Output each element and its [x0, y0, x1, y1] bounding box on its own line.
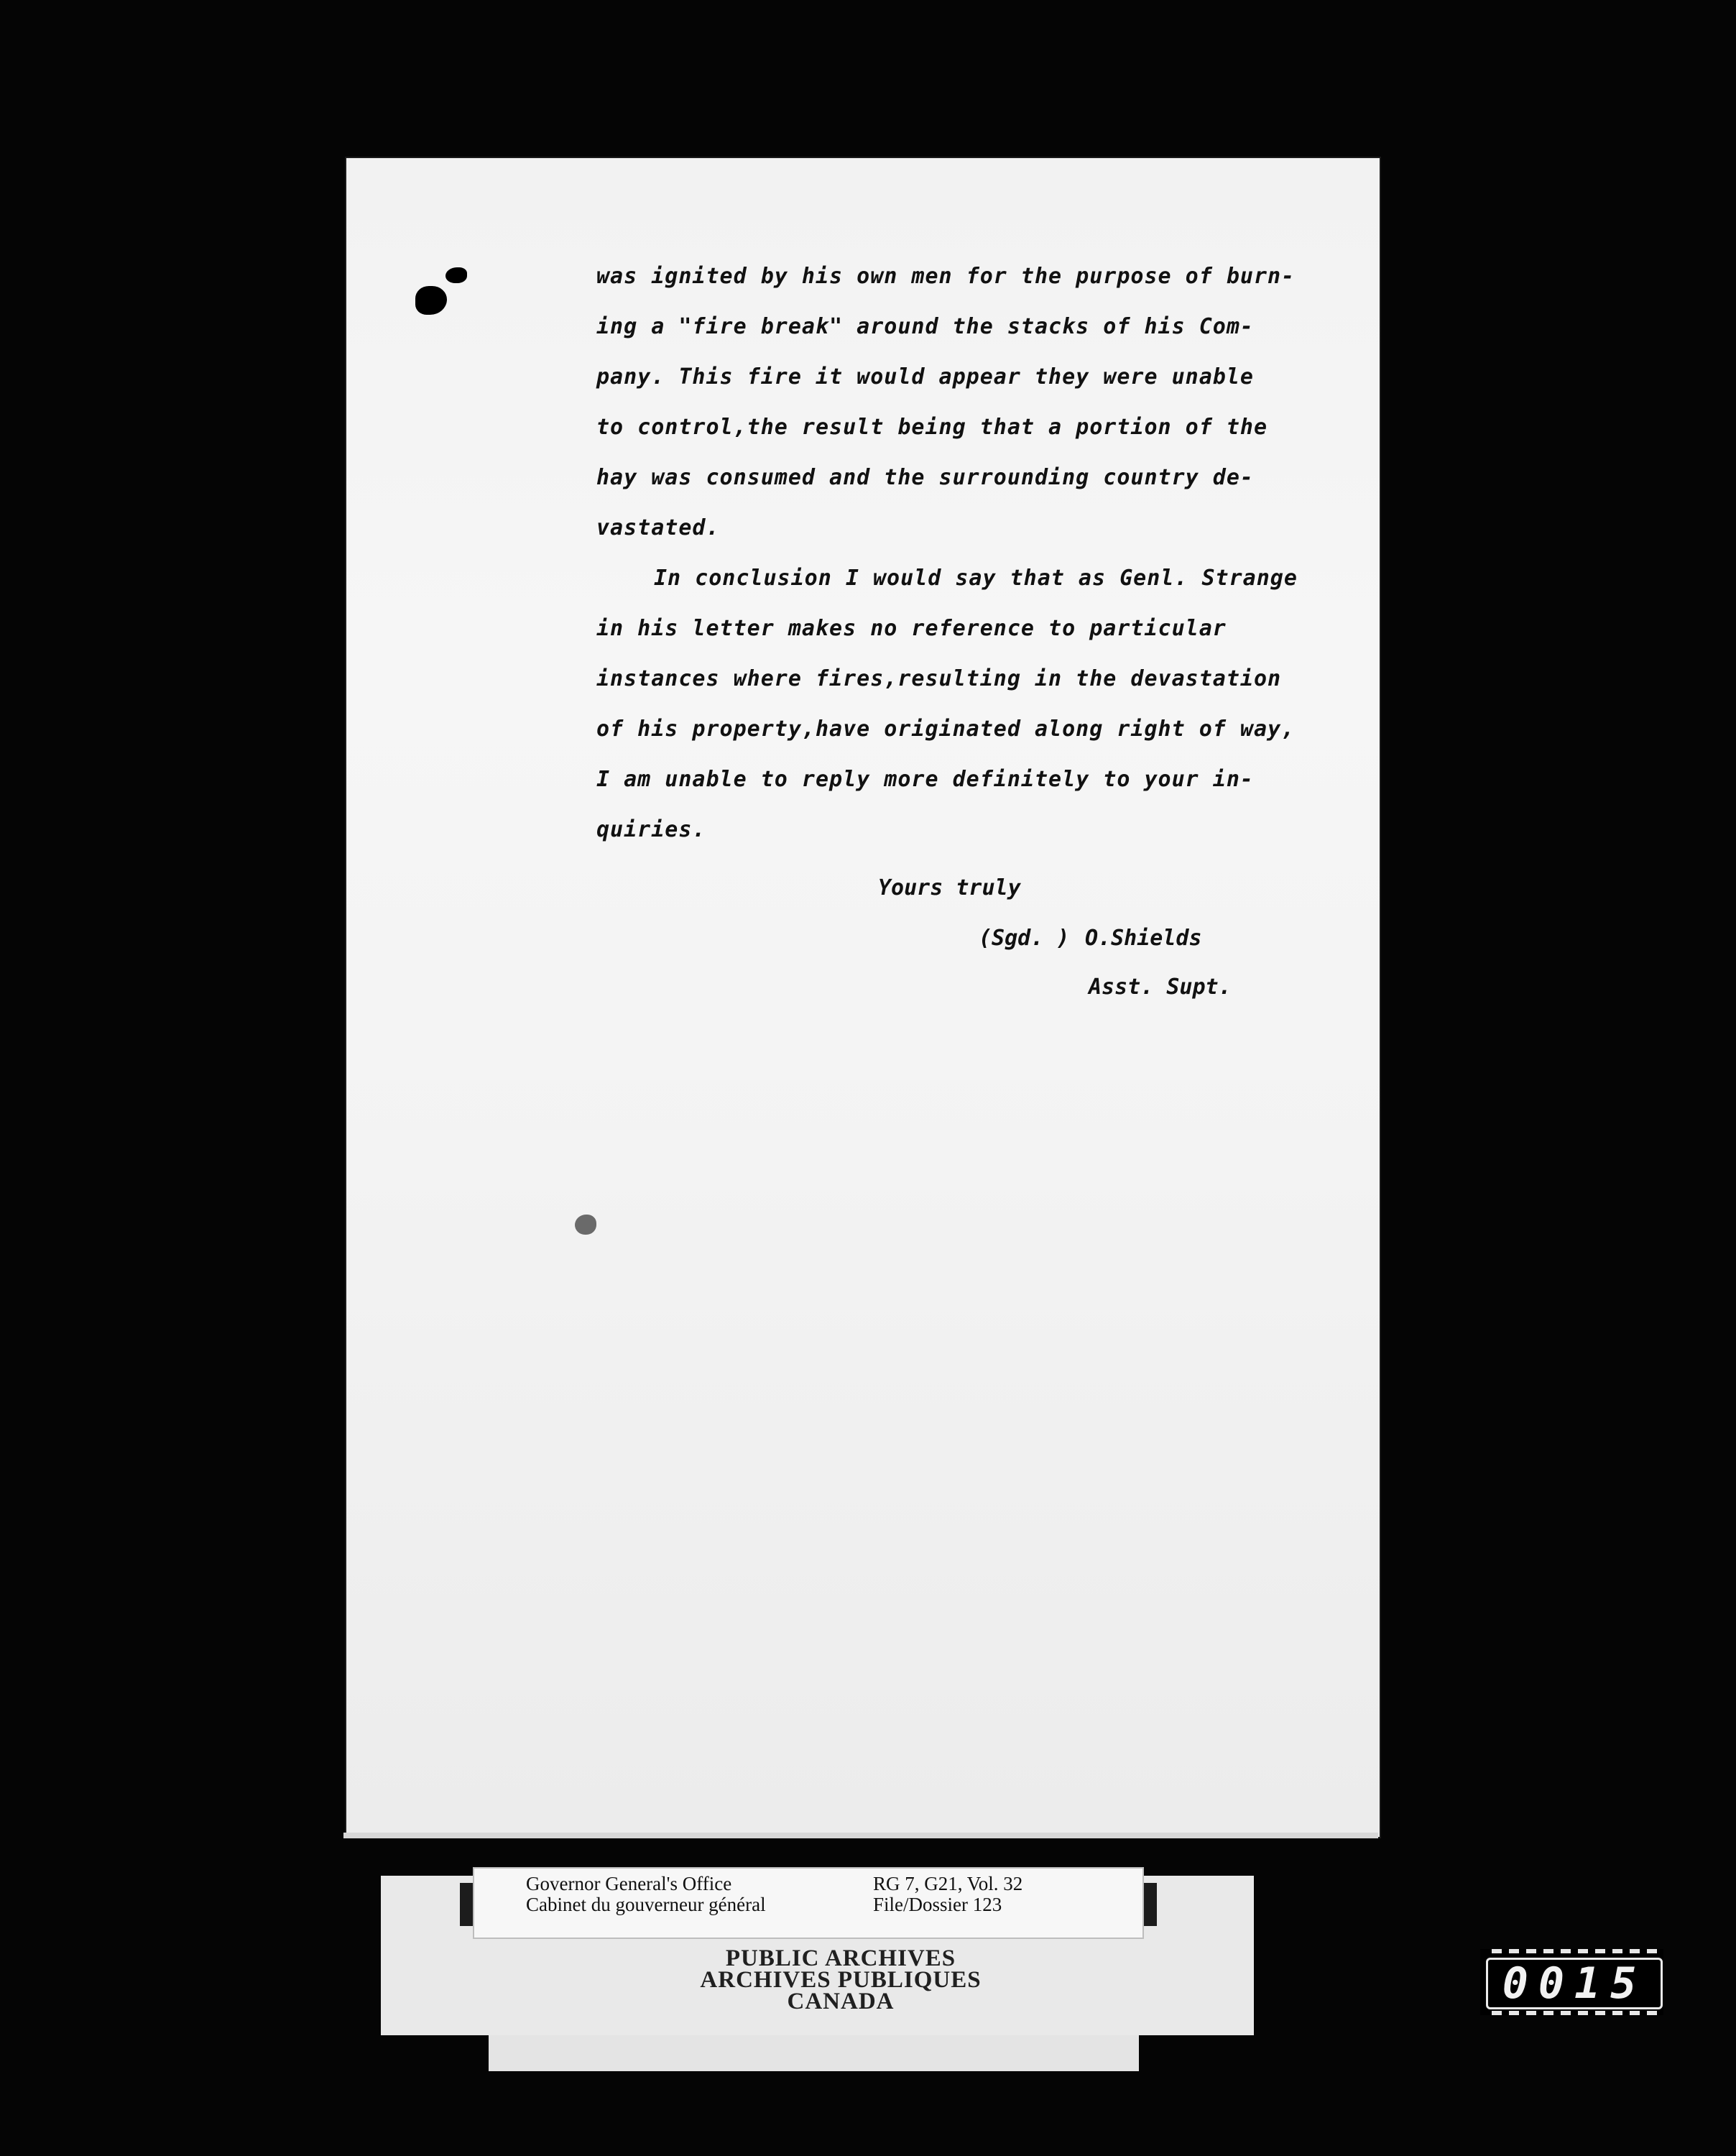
frame-number: 0015	[1486, 1958, 1663, 2009]
letter-line: ing a "fire break" around the stacks of his Com-	[596, 314, 1254, 339]
page-bottom-edge	[343, 1833, 1378, 1838]
letter-line: I am unable to reply more definitely to your in-	[596, 767, 1254, 792]
letter-body	[596, 252, 1329, 855]
office-english: Governor General's Office	[526, 1873, 732, 1894]
letter-line: hay was consumed and the surrounding country de-	[596, 465, 1254, 490]
frame-counter	[1480, 1949, 1663, 2015]
archives-english: PUBLIC ARCHIVES	[725, 1945, 956, 1971]
signature-title: Asst. Supt.	[1089, 975, 1232, 1000]
letter-line: In conclusion I would say that as Genl. Strange	[654, 566, 1298, 591]
ink-blot-mark	[445, 267, 467, 283]
archive-label-strip	[489, 2035, 1139, 2071]
letter-line: quiries.	[596, 817, 706, 842]
record-group: RG 7, G21, Vol. 32	[873, 1873, 1023, 1894]
letter-line: pany. This fire it would appear they were unable	[596, 364, 1254, 390]
closing-salutation: Yours truly	[878, 875, 1021, 900]
signature-prefix: (Sgd. )	[979, 926, 1070, 951]
stain-mark	[575, 1215, 596, 1235]
letter-line: instances where fires,resulting in the devastation	[596, 666, 1282, 691]
public-archives-stamp	[640, 1945, 1042, 2014]
signature-name: O.Shields	[1085, 926, 1202, 951]
letter-line: of his property,have originated along right of way,	[596, 717, 1296, 742]
archives-country: CANADA	[787, 1989, 895, 2014]
archive-reference	[873, 1874, 1022, 1915]
film-sprocket-holes	[1492, 2011, 1657, 2015]
letter-line: to control,the result being that a portion of the	[596, 415, 1268, 440]
letter-line: in his letter makes no reference to particular	[596, 616, 1227, 641]
office-french: Cabinet du gouverneur général	[526, 1894, 766, 1915]
archives-french: ARCHIVES PUBLIQUES	[700, 1967, 982, 1993]
letter-line: was ignited by his own men for the purpose of burn-	[596, 264, 1296, 289]
archive-office	[526, 1874, 766, 1915]
file-dossier: File/Dossier 123	[873, 1894, 1002, 1915]
letter-line: vastated.	[596, 515, 720, 540]
film-sprocket-holes	[1492, 1949, 1657, 1953]
